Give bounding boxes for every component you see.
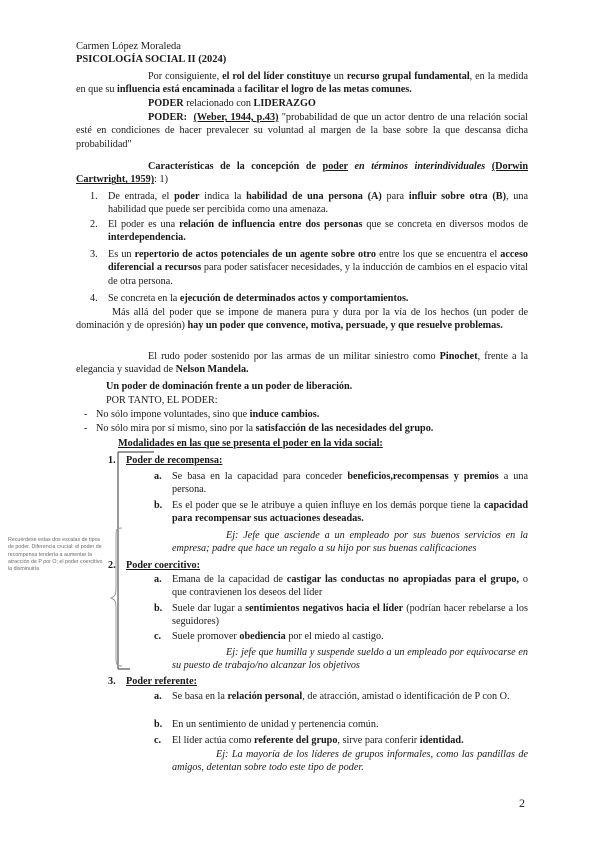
course-title: PSICOLOGÍA SOCIAL II (2024) bbox=[76, 54, 227, 65]
dash-item-2: - No sólo mira por sí mismo, sino por la satisfacción de las necesidades del grupo. bbox=[84, 423, 434, 434]
poder-definition: PODER: (Weber, 1944, p.43) "probabilidad de que un actor dentro de una relación social esté en condiciones de hacer prevalecer su voluntad al margen de la base sobre la que descansa dicha probabilidad" bbox=[76, 112, 528, 150]
por-tanto-line: POR TANTO, EL PODER: bbox=[106, 395, 218, 406]
coercitivo-example: Ej: jefe que humilla y suspende sueldo a un empleado por equivocarse en su puesto de trabajo/no alcanzar los objetivos bbox=[172, 647, 528, 672]
author-name: Carmen López Moraleda bbox=[76, 41, 181, 52]
modalities-title: Modalidades en las que se presenta el poder en la vida social: bbox=[118, 438, 383, 449]
recompensa-item-b: b. Es el poder que se le atribuye a quien influye en los demás porque tiene la capacidad para recompensar sus actuaciones deseadas. bbox=[154, 500, 528, 525]
referente-item-b: b. En un sentimiento de unidad y pertenencia común. bbox=[154, 719, 379, 730]
curly-bracket-icon bbox=[110, 526, 124, 668]
pinochet-mandela-paragraph: El rudo poder sostenido por las armas de un militar siniestro como Pinochet, frente a la elegancia y suavidad de Nelson Mandela. bbox=[76, 351, 528, 376]
characteristic-item-3: 3. Es un repertorio de actos potenciales de un agente sobre otro entre los que se encuentra el acceso diferencial a recursos para poder satisfacer necesidades, y la inducción de cambios en el espacio vital de otra persona. bbox=[90, 249, 529, 287]
referente-example: Ej: La mayoría de los líderes de grupos informales, como las pandillas de amigos, detentan sobre todo este tipo de poder. bbox=[172, 749, 528, 774]
coercitivo-item-a: a. Emana de la capacidad de castigar las conductas no apropiadas para el grupo, o que contravienen los deseos del líder bbox=[154, 574, 528, 599]
characteristics-title: Características de la concepción de poder en términos interindividuales (Dorwin Cartwright, 1959): 1) bbox=[76, 161, 528, 186]
characteristic-item-2: 2. El poder es una relación de influencia entre dos personas que se concreta en diversos modos de interdependencia. bbox=[90, 219, 528, 244]
characteristic-item-1: 1. De entrada, el poder indica la habilidad de una persona (A) para influir sobre otra (B), una habilidad que puede ser percibida como una amenaza. bbox=[90, 191, 529, 216]
referente-item-a: a. Se basa en la relación personal, de atracción, amistad o identificación de P con O. bbox=[154, 691, 510, 702]
recompensa-example: Ej: Jefe que asciende a un empleado por sus buenos servicios en la empresa; padre que hace un regalo a su hijo por sus buenas calificaciones bbox=[172, 530, 528, 555]
side-note-comment: Recuérdese estas dos escalas de tipos de poder. Diferencia crucial: el poder de recompensa tendería a aumentar la atracción de P por O; el poder coercitivo la disminuiría bbox=[8, 537, 103, 573]
poder-liderazgo-line: PODER relacionado con LIDERAZGO bbox=[148, 98, 316, 109]
beyond-paragraph: Más allá del poder que se impone de manera pura y dura por la vía de los hechos (un poder de dominación y de opresión) hay un poder que convence, motiva, persuade, y que resuelve problemas. bbox=[76, 307, 528, 332]
referente-item-c: c. El líder actúa como referente del grupo, sirve para conferir identidad. bbox=[154, 735, 464, 746]
coercitivo-item-c: c. Suele promover obediencia por el miedo al castigo. bbox=[154, 631, 384, 642]
section-coercitivo-title: 2. Poder coercitivo: bbox=[108, 560, 201, 571]
domination-liberation-line: Un poder de dominación frente a un poder de liberación. bbox=[106, 381, 353, 392]
intro-paragraph: Por consiguiente, el rol del líder constituye un recurso grupal fundamental, en la medida en que su influencia está encaminada a facilitar el logro de las metas comunes. bbox=[76, 71, 528, 96]
recompensa-item-a: a. Se basa en la capacidad para conceder beneficios,recompensas y premios a una persona. bbox=[154, 471, 528, 496]
section-recompensa-title: 1. Poder de recompensa: bbox=[108, 455, 223, 466]
dash-item-1: - No sólo impone voluntades, sino que induce cambios. bbox=[84, 409, 320, 420]
page-number: 2 bbox=[519, 796, 525, 810]
coercitivo-item-b: b. Suele dar lugar a sentimientos negativos hacia el líder (podrían hacer rebelarse a los seguidores) bbox=[154, 603, 528, 628]
characteristic-item-4: 4. Se concreta en la ejecución de determinados actos y comportamientos. bbox=[90, 293, 409, 304]
section-referente-title: 3. Poder referente: bbox=[108, 676, 197, 687]
